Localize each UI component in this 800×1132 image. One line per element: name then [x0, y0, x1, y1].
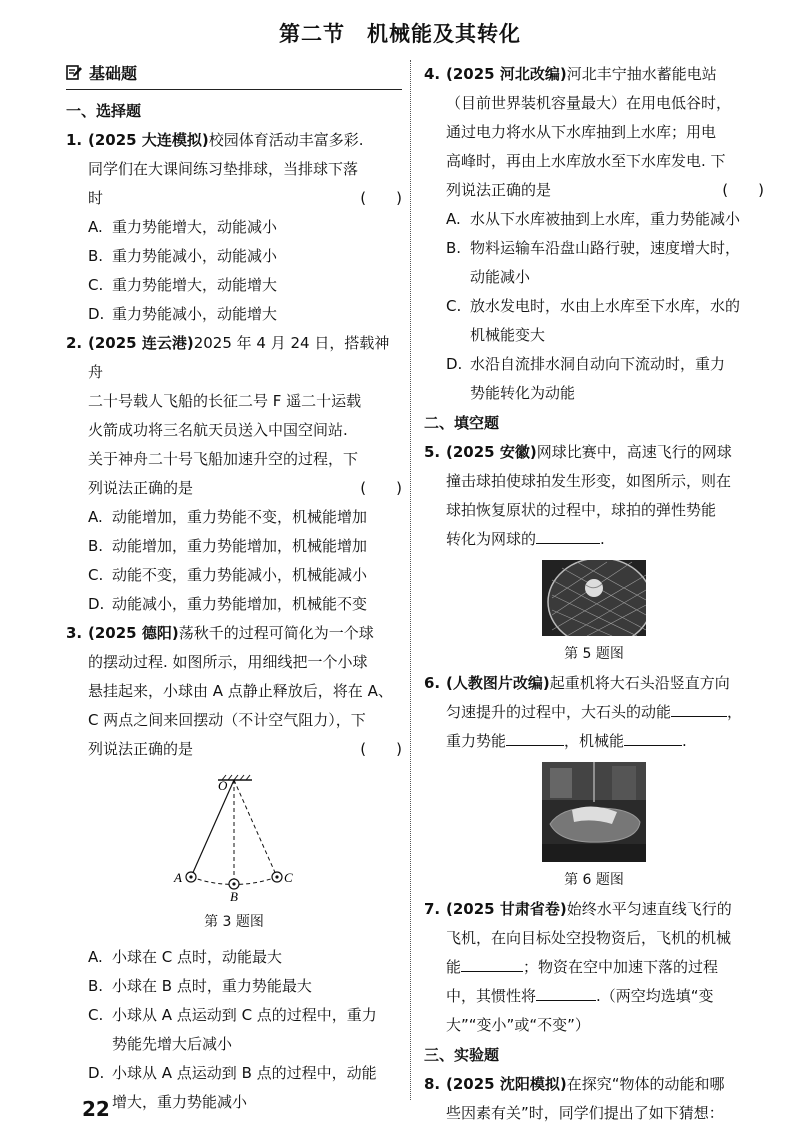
- column-divider: [410, 60, 411, 1100]
- option: [66, 1059, 402, 1117]
- part-choice-heading: 一、选择题: [66, 102, 142, 120]
- question-number: 8.: [424, 1075, 441, 1093]
- question-text: 起重机将大石头沿竖直方向: [549, 674, 730, 692]
- option-text: 小球从 A 点运动到 B 点的过程中，动能: [112, 1064, 377, 1082]
- option-label: B.: [446, 239, 462, 257]
- option-text: 小球在 B 点时，重力势能最大: [112, 977, 312, 995]
- label-c: C: [284, 870, 293, 885]
- label-b: B: [230, 889, 238, 904]
- answer-bracket: ( ): [360, 479, 402, 497]
- answer-blank[interactable]: [536, 527, 600, 544]
- question-text: 重力势能: [446, 732, 507, 750]
- option-text: 水从下水库被抽到上水库，重力势能减小: [470, 210, 741, 228]
- answer-bracket: ( ): [360, 740, 402, 758]
- option-text: 物料运输车沿盘山路行驶，速度增大时，: [470, 239, 741, 257]
- question-text: 悬挂起来，小球由 A 点静止释放后，将在 A、: [88, 682, 393, 700]
- question-text: 河北丰宁抽水蓄能电站: [566, 65, 717, 83]
- option-label: A.: [88, 508, 103, 526]
- option: [66, 213, 402, 242]
- question-text: 列说法正确的是: [88, 479, 194, 497]
- question-source: (2025 甘肃省卷): [446, 900, 567, 918]
- question-source: (2025 德阳): [88, 624, 179, 642]
- option: [66, 242, 402, 271]
- page-title: 第二节 机械能及其转化: [279, 22, 521, 46]
- question-text: 通过电力将水从下水库抽到上水库；用电: [446, 123, 717, 141]
- figure-caption: 第 6 题图: [564, 872, 624, 888]
- question-text: ，: [727, 703, 743, 721]
- answer-blank[interactable]: [536, 984, 596, 1001]
- question-number: 3.: [66, 624, 83, 642]
- option: [66, 590, 402, 619]
- question-text: 列说法正确的是: [446, 181, 552, 199]
- question-text: 始终水平匀速直线飞行的: [566, 900, 732, 918]
- option-text: 动能增加，重力势能不变，机械能增加: [112, 508, 368, 526]
- question-text: 二十号载人飞船的长征二号 F 遥二十运载: [88, 392, 362, 410]
- question-text: 球拍恢复原状的过程中，球拍的弹性势能: [446, 501, 717, 519]
- question-8: [424, 1070, 764, 1128]
- part-fill-heading: 二、填空题: [424, 414, 500, 432]
- figure-caption: 第 5 题图: [564, 646, 624, 662]
- question-text: 火箭成功将三名航天员送入中国空间站.: [88, 421, 348, 439]
- answer-blank[interactable]: [461, 955, 523, 972]
- answer-bracket: ( ): [722, 181, 764, 199]
- option: [66, 972, 402, 1001]
- option-text: 重力势能减小，动能减小: [112, 247, 278, 265]
- question-text: 的摆动过程. 如图所示，用细线把一个小球: [88, 653, 368, 671]
- question-number: 6.: [424, 674, 441, 692]
- question-source: (人教图片改编): [446, 674, 550, 692]
- option-text: 重力势能增大，动能增大: [112, 276, 278, 294]
- tennis-racket-photo: [542, 560, 646, 636]
- option-text: 重力势能增大，动能减小: [112, 218, 278, 236]
- option-text: 动能不变，重力势能减小，机械能减小: [112, 566, 368, 584]
- question-source: (2025 河北改编): [446, 65, 567, 83]
- question-text: 2025 年 4 月 24 日，搭载神舟: [88, 334, 390, 381]
- page-number: 22: [82, 1097, 110, 1121]
- option: [424, 234, 764, 292]
- question-text: 校园体育活动丰富多彩.: [208, 131, 364, 149]
- answer-bracket: ( ): [360, 189, 402, 207]
- option-label: B.: [88, 247, 104, 265]
- option: [66, 1001, 402, 1059]
- option-label: C.: [88, 1006, 104, 1024]
- option: [66, 561, 402, 590]
- figure-5: [424, 560, 764, 665]
- part-experiment-heading: 三、实验题: [424, 1046, 500, 1064]
- question-text: 同学们在大课间练习垫排球，当排球下落: [88, 160, 359, 178]
- question-text: 高峰时，再由上水库放水至下水库发电. 下: [446, 152, 726, 170]
- question-number: 1.: [66, 131, 83, 149]
- right-column: [424, 60, 764, 1128]
- question-text: .（两空均选填“变: [596, 987, 714, 1005]
- question-text: 飞机，在向目标处空投物资后，飞机的机械: [446, 929, 732, 947]
- question-4: [424, 60, 764, 205]
- option-label: C.: [88, 276, 104, 294]
- option-text: 动能减小，重力势能增加，机械能不变: [112, 595, 368, 613]
- figure-3: [66, 774, 402, 933]
- question-text: 能: [446, 958, 462, 976]
- option-text: 动能增加，重力势能增加，机械能增加: [112, 537, 368, 555]
- figure-6: [424, 762, 764, 891]
- option-label: B.: [88, 537, 104, 555]
- question-text: 荡秋千的过程可简化为一个球: [178, 624, 374, 642]
- label-a: A: [174, 870, 182, 885]
- question-source: (2025 大连模拟): [88, 131, 209, 149]
- section-header: [66, 60, 402, 90]
- question-3: [66, 619, 402, 764]
- option: [66, 300, 402, 329]
- option: [424, 292, 764, 350]
- section-title: 基础题: [89, 63, 138, 83]
- question-number: 4.: [424, 65, 441, 83]
- label-o: O: [218, 778, 228, 793]
- question-text: 列说法正确的是: [88, 740, 194, 758]
- option-text: 增大，重力势能减小: [112, 1093, 248, 1111]
- question-text: 撞击球拍使球拍发生形变，如图所示，则在: [446, 472, 732, 490]
- option: [66, 271, 402, 300]
- option-label: B.: [88, 977, 104, 995]
- option-label: D.: [88, 595, 105, 613]
- option-label: D.: [88, 1064, 105, 1082]
- answer-blank[interactable]: [624, 729, 682, 746]
- question-text: （目前世界装机容量最大）在用电低谷时，: [446, 94, 732, 112]
- question-text: ；物资在空中加速下落的过程: [523, 958, 719, 976]
- option-text: 势能转化为动能: [470, 384, 576, 402]
- question-number: 5.: [424, 443, 441, 461]
- option-label: A.: [446, 210, 461, 228]
- question-source: (2025 沈阳模拟): [446, 1075, 567, 1093]
- option: [66, 532, 402, 561]
- question-text: 匀速提升的过程中，大石头的动能: [446, 703, 672, 721]
- figure-caption: 第 3 题图: [204, 914, 264, 930]
- crane-stone-photo: [542, 762, 646, 862]
- option-text: 势能先增大后减小: [112, 1035, 233, 1053]
- option-label: A.: [88, 948, 103, 966]
- answer-blank[interactable]: [671, 700, 727, 717]
- question-text: .: [682, 732, 687, 750]
- answer-blank[interactable]: [506, 729, 564, 746]
- question-text: 大”“变小”或“不变”）: [446, 1016, 590, 1034]
- option: [66, 943, 402, 972]
- option-label: D.: [88, 305, 105, 323]
- pendulum-diagram: [164, 774, 304, 904]
- option-text: 放水发电时，水由上水库至下水库，水的: [470, 297, 741, 315]
- option-text: 小球从 A 点运动到 C 点的过程中，重力: [112, 1006, 377, 1024]
- question-number: 2.: [66, 334, 83, 352]
- question-text: 网球比赛中，高速飞行的网球: [536, 443, 732, 461]
- question-7: [424, 895, 764, 1040]
- option-text: 机械能变大: [470, 326, 546, 344]
- option-label: C.: [88, 566, 104, 584]
- question-source: (2025 连云港): [88, 334, 194, 352]
- question-5: [424, 438, 764, 554]
- left-column: [66, 60, 402, 1117]
- question-text: 在探究“物体的动能和哪: [566, 1075, 725, 1093]
- question-text: 中，其惯性将: [446, 987, 537, 1005]
- question-text: C 两点之间来回摆动（不计空气阻力），下: [88, 711, 366, 729]
- option-text: 重力势能减小，动能增大: [112, 305, 278, 323]
- option-label: C.: [446, 297, 462, 315]
- question-2: [66, 329, 402, 503]
- option: [424, 205, 764, 234]
- question-number: 7.: [424, 900, 441, 918]
- option: [66, 503, 402, 532]
- question-text: 转化为网球的: [446, 530, 537, 548]
- option: [424, 350, 764, 408]
- question-source: (2025 安徽): [446, 443, 537, 461]
- question-text: .: [600, 530, 605, 548]
- question-text: ，机械能: [564, 732, 625, 750]
- question-text: 些因素有关”时，同学们提出了如下猜想：: [446, 1104, 724, 1122]
- option-label: A.: [88, 218, 103, 236]
- question-text: 关于神舟二十号飞船加速升空的过程，下: [88, 450, 359, 468]
- option-label: D.: [446, 355, 463, 373]
- question-1: [66, 126, 402, 213]
- option-text: 小球在 C 点时，动能最大: [112, 948, 283, 966]
- option-text: 水沿自流排水洞自动向下流动时，重力: [470, 355, 726, 373]
- option-text: 动能减小: [470, 268, 531, 286]
- pencil-note-icon: [66, 64, 83, 81]
- question-text: 时: [88, 189, 104, 207]
- question-6: [424, 669, 764, 756]
